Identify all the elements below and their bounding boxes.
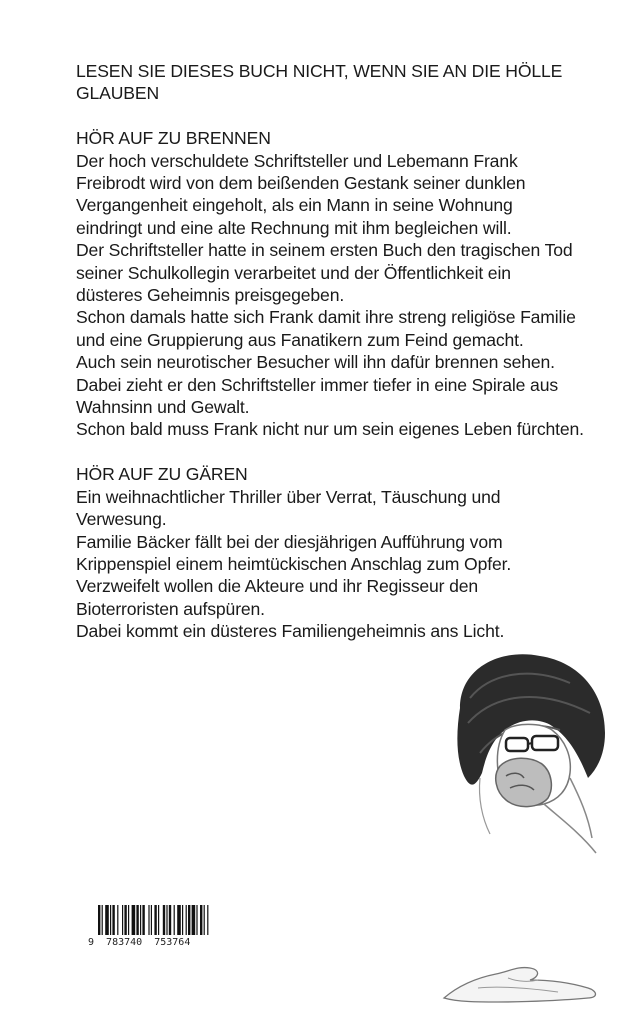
author-portrait-sketch [420, 638, 620, 858]
barcode-bar [132, 905, 136, 935]
fist-shading [496, 758, 552, 806]
book1-line: Auch sein neurotischer Besucher will ihn dafür brennen sehen. [76, 352, 555, 373]
barcode-bars [88, 905, 228, 935]
barcode-bar [207, 905, 208, 935]
book2-line: Ein weihnachtlicher Thriller über Verrat, Täuschung und [76, 486, 501, 507]
barcode-bar [200, 905, 202, 935]
book2-line: Dabei kommt ein düsteres Familiengeheimnis ans Licht. [76, 621, 505, 642]
book2-line: Krippenspiel einem heimtückischen Anschlag zum Opfer. [76, 553, 512, 574]
back-cover-blurb [76, 60, 616, 643]
book1-title: HÖR AUF ZU BRENNEN [76, 128, 271, 149]
barcode-bar [124, 905, 126, 935]
hand-sketch [438, 958, 603, 1008]
barcode-bar [186, 905, 187, 935]
barcode-bar [136, 905, 138, 935]
barcode-bar [177, 905, 181, 935]
barcode-bar [112, 905, 114, 935]
barcode-bar [169, 905, 171, 935]
book1-line: düsteres Geheimnis preisgegeben. [76, 285, 345, 306]
book1-line: eindringt und eine alte Rechnung mit ihm begleichen will. [76, 217, 512, 238]
book2-line: Familie Bäcker fällt bei der diesjährigen Aufführung vom [76, 531, 503, 552]
barcode-bar [102, 905, 103, 935]
spacer [76, 105, 616, 127]
book1-line: Wahnsinn und Gewalt. [76, 397, 250, 418]
barcode-bar [148, 905, 149, 935]
isbn-barcode [88, 905, 228, 953]
book1-line: Freibrodt wird von dem beißenden Gestank seiner dunklen [76, 173, 526, 194]
barcode-bar [188, 905, 190, 935]
barcode-bar [196, 905, 197, 935]
book1-line: Schon damals hatte sich Frank damit ihre streng religiöse Familie [76, 307, 576, 328]
spacer [76, 441, 616, 463]
book1-line: Dabei zieht er den Schriftsteller immer tiefer in eine Spirale aus [76, 374, 558, 395]
book2-line: Verwesung. [76, 509, 167, 530]
isbn-digits: 9 783740 753764 [88, 937, 191, 948]
tagline-line-2: GLAUBEN [76, 83, 160, 104]
barcode-bar [105, 905, 109, 935]
barcode-bar [163, 905, 165, 935]
hand-svg [438, 958, 603, 1008]
barcode-bar [122, 905, 123, 935]
barcode-bar [154, 905, 156, 935]
tagline-line-1: LESEN SIE DIESES BUCH NICHT, WENN SIE AN DIE HÖLLE [76, 61, 563, 81]
barcode-bar [140, 905, 141, 935]
book1-line: seiner Schulkollegin verarbeitet und der Öffentlichkeit ein [76, 262, 511, 283]
barcode-bar [110, 905, 111, 935]
barcode-bar [142, 905, 144, 935]
book1-line: Vergangenheit eingeholt, als ein Mann in seine Wohnung [76, 195, 513, 216]
hand-outline [444, 968, 596, 1002]
book2-line: Verzweifelt wollen die Akteure und ihr Regisseur den [76, 576, 478, 597]
barcode-bar [151, 905, 152, 935]
barcode-bar [117, 905, 118, 935]
portrait-svg [420, 638, 620, 858]
barcode-bar [158, 905, 159, 935]
book1-line: Der Schriftsteller hatte in seinem ersten Buch den tragischen Tod [76, 240, 573, 261]
glasses-bridge [528, 743, 532, 744]
barcode-bar [204, 905, 205, 935]
barcode-bar [166, 905, 167, 935]
book2-title: HÖR AUF ZU GÄREN [76, 464, 248, 485]
barcode-bar [128, 905, 129, 935]
book1-line: Schon bald muss Frank nicht nur um sein eigenes Leben fürchten. [76, 419, 584, 440]
book1-line: Der hoch verschuldete Schriftsteller und Lebemann Frank [76, 150, 518, 171]
barcode-bar [98, 905, 100, 935]
barcode-bar [182, 905, 183, 935]
neck-line [479, 778, 490, 834]
book2-line: Bioterroristen aufspüren. [76, 598, 265, 619]
book1-line: und eine Gruppierung aus Fanatikern zum Feind gemacht. [76, 329, 524, 350]
barcode-bar [192, 905, 196, 935]
barcode-bar [174, 905, 175, 935]
